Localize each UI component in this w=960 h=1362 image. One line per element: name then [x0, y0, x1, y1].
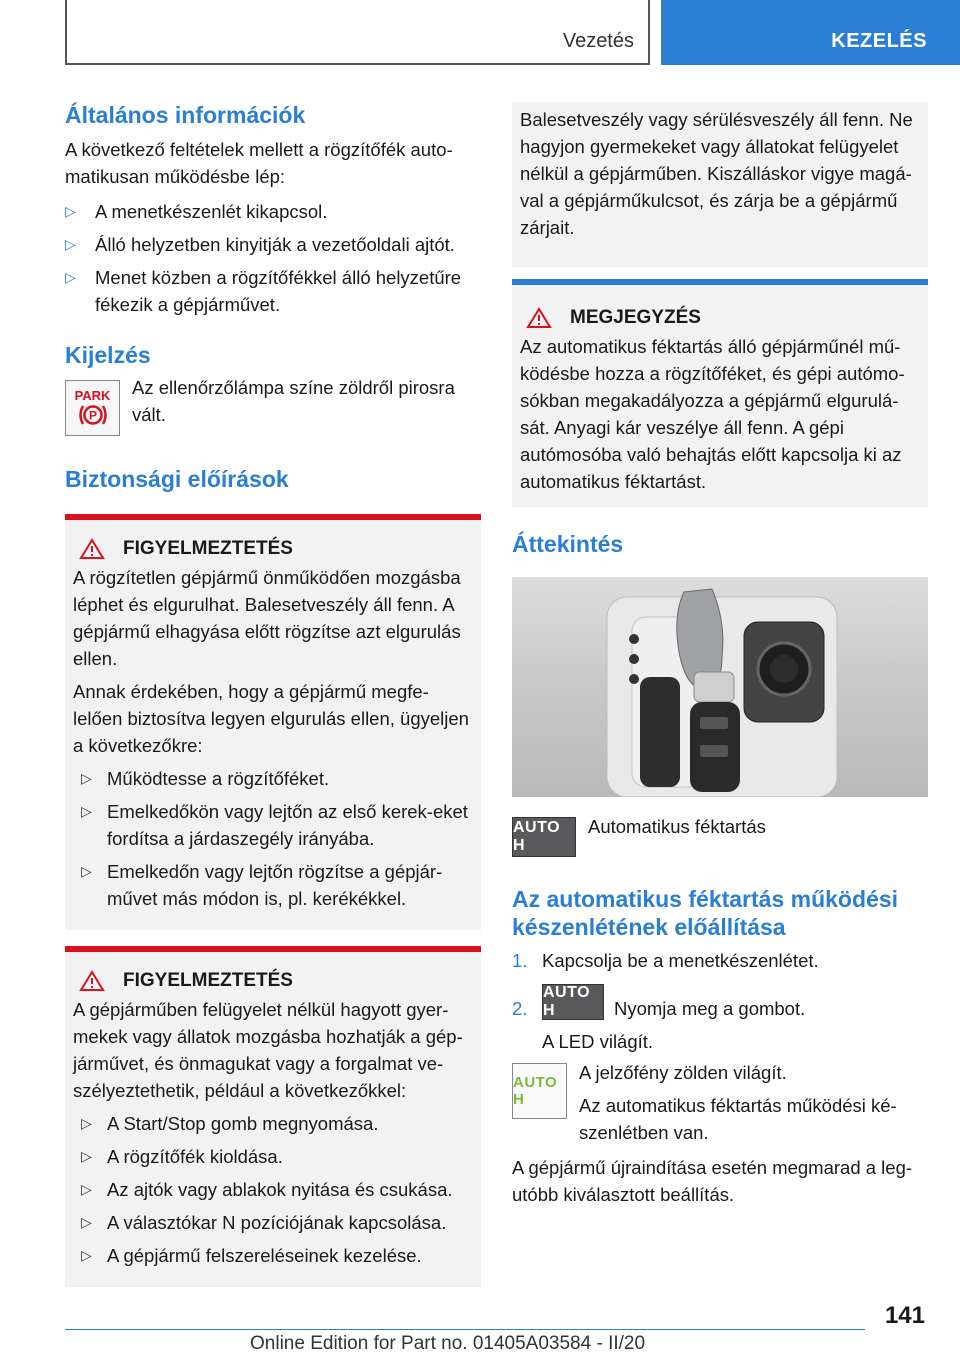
indicator-text-2: Az automatikus féktartás működési ké-szenlétben van.: [579, 1095, 897, 1143]
list-item: ▷ Működtesse a rögzítőféket.: [73, 765, 473, 792]
note-text: Az automatikus féktartás álló gépjárműnél mű-ködésbe hozza a rögzítőféket, és gépi autómo-sókban megakadályozza a gépjármű elgurulá-sát. Anyagi kár veszélye áll fenn. A gépi autómosóba való behajtás előtt kapcsolja ki az automatikus féktartást.: [520, 336, 905, 492]
indicator-text-1: A jelzőfény zölden világít.: [579, 1062, 787, 1083]
warning-title: FIGYELMEZTETÉS: [123, 538, 293, 559]
bullet-triangle-icon: ▷: [65, 269, 76, 285]
bullet-triangle-icon: ▷: [81, 803, 92, 819]
step-text: Kapcsolja be a menetkészenlétet.: [542, 950, 819, 971]
list-item: ▷ A rögzítőfék kioldása.: [73, 1143, 473, 1170]
caution-triangle-icon: [526, 307, 552, 329]
header-chapter-label: KEZELÉS: [831, 30, 927, 52]
list-item: ▷ Emelkedőn vagy lejtőn rögzítse a gépjár-művet más módon is, pl. kerékékkel.: [73, 858, 473, 912]
page-number: 141: [884, 1302, 925, 1329]
bullet-triangle-icon: ▷: [65, 203, 76, 219]
warning-list: [73, 1110, 473, 1269]
step-number: 1.: [512, 950, 528, 971]
general-intro: A következő feltételek mellett a rögzítőfék auto-matikusan működésbe lép:: [65, 139, 453, 187]
autoh-indicator-icon: AUTO H: [512, 1063, 567, 1119]
footer-edition: [250, 1333, 645, 1355]
indicator-row: [512, 1063, 928, 1146]
step-2: [512, 984, 928, 1022]
final-text: A gépjármű újraindítása esetén megmarad a leg-utóbb kiválasztott beállítás.: [512, 1157, 913, 1205]
list-item: ▷ A választókar N pozíciójának kapcsolása.: [73, 1209, 473, 1236]
steps-list: [512, 947, 928, 1055]
bullet-triangle-icon: ▷: [81, 1148, 92, 1164]
list-item: ▷ Az ajtók vagy ablakok nyitása és csukása.: [73, 1176, 473, 1203]
footer-divider: [65, 1329, 865, 1330]
warning-triangle-icon: [79, 538, 105, 560]
bullet-triangle-icon: ▷: [81, 770, 92, 786]
bullet-triangle-icon: ▷: [81, 1115, 92, 1131]
warning-triangle-icon: [79, 970, 105, 992]
heading-display: Kijelzés: [65, 342, 151, 368]
park-brake-icon: PARK P: [65, 380, 120, 436]
list-item: ▷ A gépjármű felszereléseinek kezelése.: [73, 1242, 473, 1269]
warning-text: A gépjárműben felügyelet nélkül hagyott gyer-mekek vagy állatok mozgásba hozhatják a gép-járművet, és önmagukat vagy a forgalmat ve-szélyeztethetik, például a következőkkel:: [73, 999, 463, 1101]
bullet-triangle-icon: ▷: [65, 236, 76, 252]
left-column: [65, 100, 481, 1287]
header-section-label: Vezetés: [562, 30, 634, 52]
center-console-photo: [512, 577, 928, 797]
bullet-triangle-icon: ▷: [81, 863, 92, 879]
list-item: ▷ Álló helyzetben kinyitják a vezetőoldali ajtót.: [65, 231, 481, 258]
note-header: [520, 307, 920, 329]
led-text: A LED világít.: [542, 1031, 654, 1052]
display-row: [65, 377, 481, 436]
display-text: Az ellenőrzőlámpa színe zöldről pirosra vált.: [132, 377, 455, 425]
warning-text: Balesetveszély vagy sérülésveszély áll fenn. Ne hagyjon gyermekeket vagy állatokat felügyelet nélkül a gépjárműben. Kiszálláskor vigye magá-val a gépjárműkulcsot, és zárja be a gépjármű zárjait.: [520, 109, 913, 238]
header-chapter-tab: [661, 0, 960, 65]
list-item: ▷ Emelkedőkön vagy lejtőn az első kerek-eket fordítsa a járdaszegély irányába.: [73, 798, 473, 852]
warning-header: [73, 970, 473, 992]
list-item: ▷ A Start/Stop gomb megnyomása.: [73, 1110, 473, 1137]
general-list: [65, 198, 481, 318]
step-number: 2.: [512, 998, 528, 1019]
warning-box-1: [65, 514, 481, 930]
step-text: Nyomja meg a gombot.: [614, 998, 806, 1019]
warning-box-2: [65, 946, 481, 1287]
autoh-caption: Automatikus féktartás: [588, 816, 766, 837]
note-box: [512, 279, 928, 507]
step-1: [512, 947, 928, 974]
heading-general: Általános információk: [65, 102, 306, 128]
right-column: [512, 100, 928, 1208]
warning-title: FIGYELMEZTETÉS: [123, 970, 293, 991]
bullet-triangle-icon: ▷: [81, 1214, 92, 1230]
indicator-text: [579, 1059, 928, 1146]
warning-text: Annak érdekében, hogy a gépjármű megfe-lelően biztosítva legyen elgurulás ellen, ügyeljen a következőkre:: [73, 681, 469, 756]
warning-header: [73, 538, 473, 560]
list-item: ▷ Menet közben a rögzítőfékkel álló helyzetűre fékezik a gépjárművet.: [65, 264, 481, 318]
footer-edition-text: Online Edition for Part no. 01405A03584 - II/20: [250, 1333, 646, 1354]
autoh-caption-row: [512, 817, 928, 857]
bullet-triangle-icon: ▷: [81, 1181, 92, 1197]
header-section-tab: [65, 0, 650, 65]
warning-list: [73, 765, 473, 912]
note-title: MEGJEGYZÉS: [570, 307, 701, 328]
bullet-triangle-icon: ▷: [81, 1247, 92, 1263]
heading-enable: Az automatikus féktartás működési készenlétének előállítása: [512, 886, 899, 940]
heading-overview: Áttekintés: [512, 531, 624, 557]
svg-text:P: P: [88, 408, 97, 423]
warning-box-2-continued: [512, 102, 928, 267]
heading-safety: Biztonsági előírások: [65, 466, 289, 492]
warning-text: A rögzítetlen gépjármű önműködően mozgásba léphet és elgurulhat. Balesetveszély áll fenn. A gépjármű elhagyása előtt rögzítse azt elgurulás ellen.: [73, 567, 461, 669]
list-item: ▷ A menetkészenlét kikapcsol.: [65, 198, 481, 225]
autoh-button-icon: AUTO H: [542, 984, 604, 1020]
autoh-icon: AUTO H: [512, 817, 576, 857]
